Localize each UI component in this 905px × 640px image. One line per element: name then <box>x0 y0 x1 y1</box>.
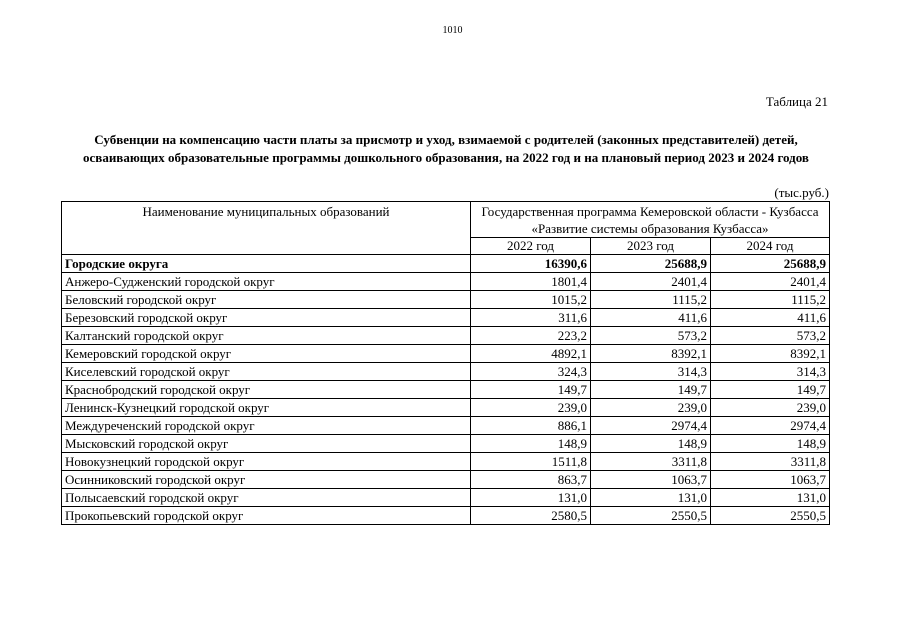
table-row <box>62 507 830 525</box>
table-row <box>62 291 830 309</box>
municipality-name: Междуреченский городской округ <box>62 417 471 435</box>
value-2024: 573,2 <box>711 327 830 345</box>
value-2024: 411,6 <box>711 309 830 327</box>
value-2023: 25688,9 <box>591 255 711 273</box>
municipality-name: Беловский городской округ <box>62 291 471 309</box>
page-number: 1010 <box>442 25 463 36</box>
municipality-name: Городские округа <box>62 255 471 273</box>
value-2022: 149,7 <box>471 381 591 399</box>
table-row <box>62 273 830 291</box>
value-2023: 239,0 <box>591 399 711 417</box>
value-2024: 1063,7 <box>711 471 830 489</box>
header-year-2024: 2024 год <box>711 238 830 255</box>
value-2022: 4892,1 <box>471 345 591 363</box>
value-2024: 2401,4 <box>711 273 830 291</box>
table-row-total <box>62 255 830 273</box>
municipality-name: Кемеровский городской округ <box>62 345 471 363</box>
value-2024: 8392,1 <box>711 345 830 363</box>
value-2023: 1115,2 <box>591 291 711 309</box>
table-body <box>62 255 830 525</box>
value-2023: 131,0 <box>591 489 711 507</box>
header-year-2022: 2022 год <box>471 238 591 255</box>
value-2022: 239,0 <box>471 399 591 417</box>
table-label: Таблица 21 <box>765 94 828 109</box>
municipality-name: Прокопьевский городской округ <box>62 507 471 525</box>
value-2022: 863,7 <box>471 471 591 489</box>
table-row <box>62 363 830 381</box>
value-2023: 314,3 <box>591 363 711 381</box>
value-2022: 223,2 <box>471 327 591 345</box>
value-2022: 16390,6 <box>471 255 591 273</box>
table-row <box>62 309 830 327</box>
value-2024: 148,9 <box>711 435 830 453</box>
header-municipality: Наименование муниципальных образований <box>62 202 471 255</box>
value-2023: 2550,5 <box>591 507 711 525</box>
value-2022: 1015,2 <box>471 291 591 309</box>
value-2023: 2401,4 <box>591 273 711 291</box>
municipality-name: Мысковский городской округ <box>62 435 471 453</box>
municipality-name: Полысаевский городской округ <box>62 489 471 507</box>
table-row <box>62 399 830 417</box>
value-2024: 239,0 <box>711 399 830 417</box>
municipality-name: Киселевский городской округ <box>62 363 471 381</box>
value-2022: 324,3 <box>471 363 591 381</box>
subsidy-table <box>61 201 830 525</box>
value-2023: 3311,8 <box>591 453 711 471</box>
value-2024: 1115,2 <box>711 291 830 309</box>
municipality-name: Калтанский городской округ <box>62 327 471 345</box>
value-2024: 2550,5 <box>711 507 830 525</box>
municipality-name: Осинниковский городской округ <box>62 471 471 489</box>
municipality-name: Новокузнецкий городской округ <box>62 453 471 471</box>
table-row <box>62 345 830 363</box>
value-2024: 25688,9 <box>711 255 830 273</box>
table-row <box>62 417 830 435</box>
value-2022: 886,1 <box>471 417 591 435</box>
value-2022: 1801,4 <box>471 273 591 291</box>
value-2023: 149,7 <box>591 381 711 399</box>
table-row <box>62 435 830 453</box>
table-row <box>62 327 830 345</box>
value-2024: 131,0 <box>711 489 830 507</box>
document-title: Субвенции на компенсацию части платы за присмотр и уход, взимаемой с родителей (законных представителей) детей, осваивающих образовательные программы дошкольного образования, на 2022 год и на плановый период 2023 и 2024 годов <box>83 132 809 165</box>
value-2023: 2974,4 <box>591 417 711 435</box>
municipality-name: Анжеро-Судженский городской округ <box>62 273 471 291</box>
value-2022: 2580,5 <box>471 507 591 525</box>
value-2022: 148,9 <box>471 435 591 453</box>
value-2022: 311,6 <box>471 309 591 327</box>
table-row <box>62 381 830 399</box>
units-label: (тыс.руб.) <box>774 185 829 200</box>
value-2023: 148,9 <box>591 435 711 453</box>
value-2022: 1511,8 <box>471 453 591 471</box>
value-2023: 573,2 <box>591 327 711 345</box>
table-row <box>62 453 830 471</box>
value-2023: 8392,1 <box>591 345 711 363</box>
value-2024: 149,7 <box>711 381 830 399</box>
header-year-2023: 2023 год <box>591 238 711 255</box>
value-2023: 411,6 <box>591 309 711 327</box>
municipality-name: Ленинск-Кузнецкий городской округ <box>62 399 471 417</box>
municipality-name: Краснобродский городской округ <box>62 381 471 399</box>
header-program: Государственная программа Кемеровской области - Кузбасса «Развитие системы образования Кузбасса» <box>471 202 830 238</box>
municipality-name: Березовский городской округ <box>62 309 471 327</box>
value-2024: 2974,4 <box>711 417 830 435</box>
table-row <box>62 489 830 507</box>
table-row <box>62 471 830 489</box>
value-2022: 131,0 <box>471 489 591 507</box>
value-2023: 1063,7 <box>591 471 711 489</box>
value-2024: 3311,8 <box>711 453 830 471</box>
value-2024: 314,3 <box>711 363 830 381</box>
